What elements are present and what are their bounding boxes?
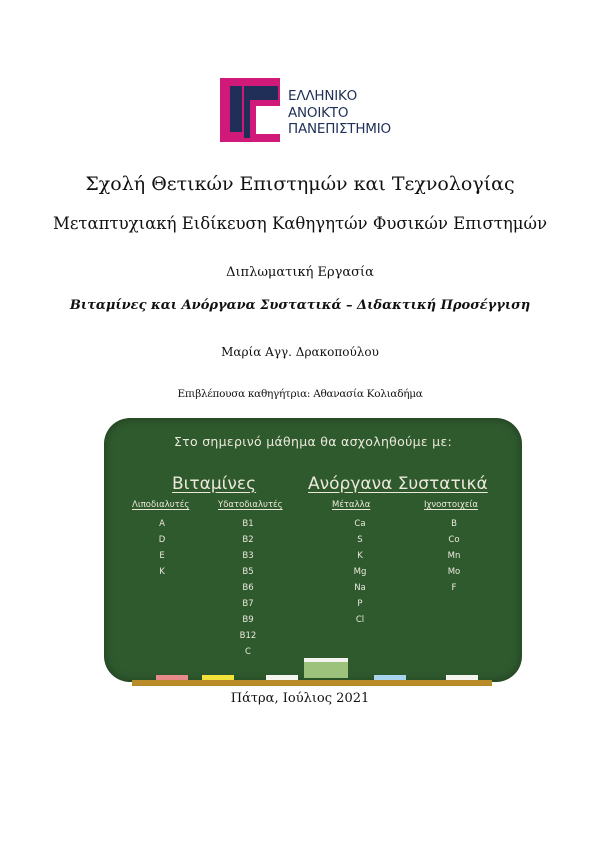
place-date: Πάτρα, Ιούλιος 2021 [230,691,370,706]
list-item: B5 [242,567,254,577]
logo-text [288,88,391,138]
list-item: K [357,551,363,561]
water-soluble-list [228,516,268,660]
list-item: Mo [447,567,461,577]
list-item: D [158,535,166,545]
list-item: Cl [355,615,365,625]
chalkboard-illustration [104,418,522,690]
list-item: E [159,551,165,561]
list-item: P [357,599,363,609]
chalkboard [104,418,522,682]
logo-line-2: ΑΝΟΙΚΤΟ [288,104,349,121]
metals-list [340,516,380,628]
author-name: Μαρία Αγγ. Δρακοπούλου [221,345,379,359]
logo-line-1: ΕΛΛΗΝΙΚΟ [288,88,358,104]
list-item: Mg [353,567,367,577]
list-item: B [451,519,457,529]
list-item: K [159,567,165,577]
logo-mark-icon [218,72,286,148]
university-logo [218,72,418,148]
list-item: B3 [242,551,254,561]
list-item: A [159,519,165,529]
board-heading: Στο σημερινό μάθημα θα ασχοληθούμε με: [173,434,453,449]
list-item: B9 [242,615,254,625]
eraser-icon [304,658,348,678]
trace-elements-label: Ιχνοστοιχεία [424,500,478,510]
thesis-title: Βιταμίνες και Ανόργανα Συστατικά – Διδακτική Προσέγγιση [69,298,531,313]
list-item: Co [448,535,460,545]
list-item: Na [354,583,366,593]
list-item: B1 [242,519,254,529]
list-item: B6 [242,583,254,593]
list-item: Ca [354,519,366,529]
chalk-ledge [132,680,492,686]
school-name: Σχολή Θετικών Επιστημών και Τεχνολογίας [85,173,515,195]
supervisor: Επιβλέπουσα καθηγήτρια: Αθανασία Κολιαδήμα [177,388,423,400]
yellow-chalk-icon [202,675,234,680]
list-item: B7 [242,599,254,609]
red-chalk-icon [156,675,188,680]
list-item: F [451,583,457,593]
list-item: C [245,647,251,657]
vitamins-title: Βιταμίνες [172,474,257,494]
water-soluble-label: Υδατοδιαλυτές [218,500,283,510]
fat-soluble-label: Λιποδιαλυτές [132,500,190,510]
logo-line-3: ΠΑΝΕΠΙΣΤΗΜΙΟ [288,121,391,137]
trace-elements-list [434,516,474,596]
fat-soluble-list [142,516,182,580]
list-item: B12 [239,631,257,641]
list-item: B2 [242,535,254,545]
minerals-title: Ανόργανα Συστατικά [308,474,488,494]
list-item: Mn [447,551,461,561]
blue-chalk-icon [374,675,406,680]
metals-label: Μέταλλα [332,500,371,510]
list-item: S [357,535,363,545]
thesis-type: Διπλωματική Εργασία [226,265,374,280]
white-chalk-icon [446,675,478,680]
program-name: Μεταπτυχιακή Ειδίκευση Καθηγητών Φυσικών Επιστημών [52,214,548,233]
white-chalk-icon [266,675,298,680]
